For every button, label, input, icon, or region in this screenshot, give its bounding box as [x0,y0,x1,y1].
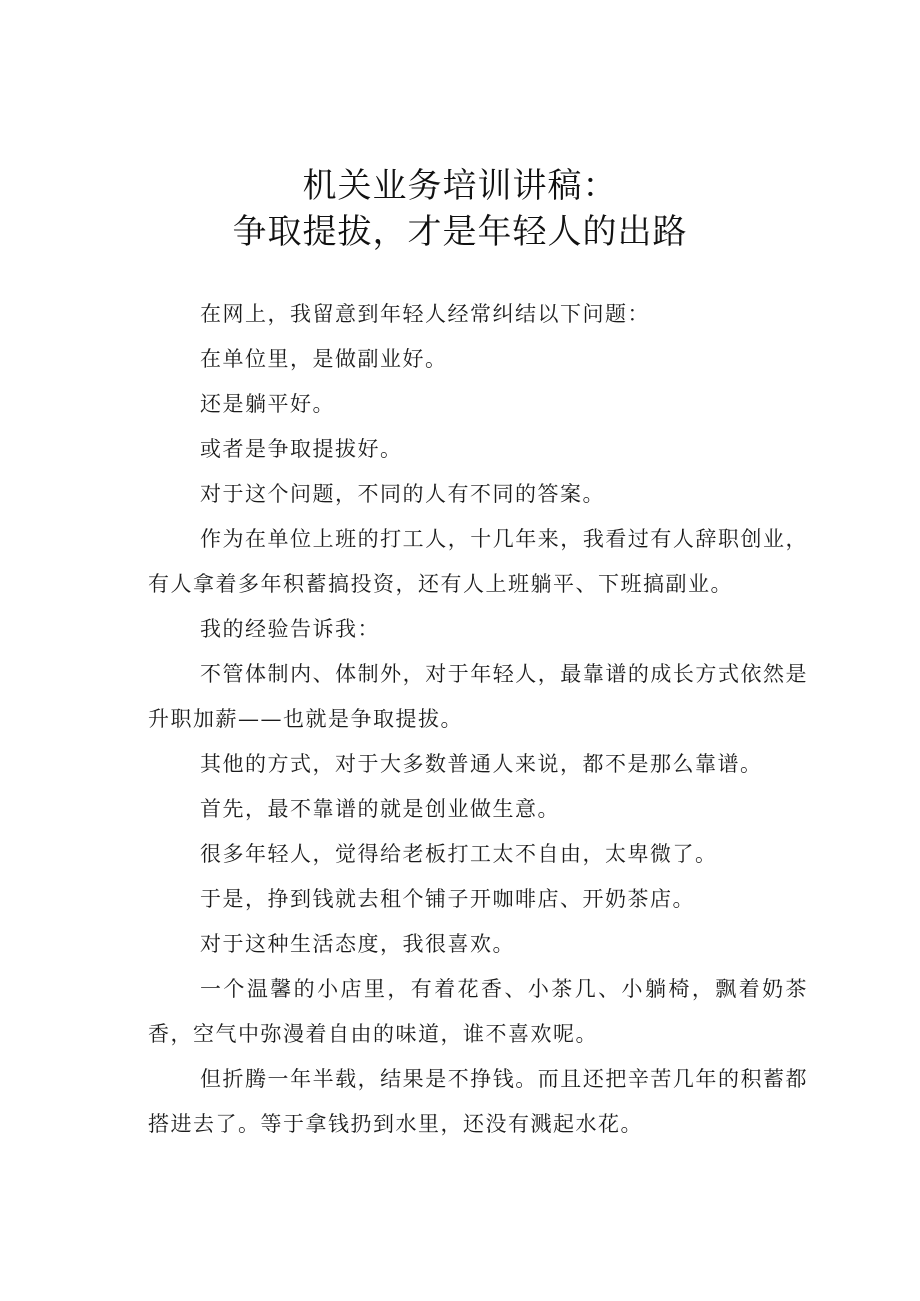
paragraph: 首先，最不靠谱的就是创业做生意。 [200,797,560,821]
paragraph: 于是，挣到钱就去租个铺子开咖啡店、开奶茶店。 [200,887,695,911]
paragraph: 对于这个问题，不同的人有不同的答案。 [200,482,605,506]
paragraph: 很多年轻人，觉得给老板打工太不自由，太卑微了。 [200,842,718,866]
paragraph: 对于这种生活态度，我很喜欢。 [200,932,515,956]
paragraph: 不管体制内、体制外，对于年轻人，最靠谱的成长方式依然是升职加薪——也就是争取提拔。 [148,662,808,731]
document-body [148,292,808,1147]
paragraph: 还是躺平好。 [200,392,335,416]
document-title-line1: 机关业务培训讲稿： [302,166,618,206]
paragraph: 其他的方式，对于大多数普通人来说，都不是那么靠谱。 [200,752,763,776]
paragraph: 在网上，我留意到年轻人经常纠结以下问题： [200,302,650,326]
paragraph: 或者是争取提拔好。 [200,437,403,461]
paragraph: 但折腾一年半载，结果是不挣钱。而且还把辛苦几年的积蓄都搭进去了。等于拿钱扔到水里，还没有溅起水花。 [148,1067,808,1136]
paragraph: 一个温馨的小店里，有着花香、小茶几、小躺椅，飘着奶茶香，空气中弥漫着自由的味道，谁不喜欢呢。 [148,977,808,1046]
paragraph: 作为在单位上班的打工人，十几年来，我看过有人辞职创业，有人拿着多年积蓄搞投资，还有人上班躺平、下班搞副业。 [148,527,808,596]
paragraph: 我的经验告诉我： [200,617,380,641]
paragraph: 在单位里，是做副业好。 [200,347,448,371]
document-title-line2: 争取提拔，才是年轻人的出路 [232,212,688,252]
